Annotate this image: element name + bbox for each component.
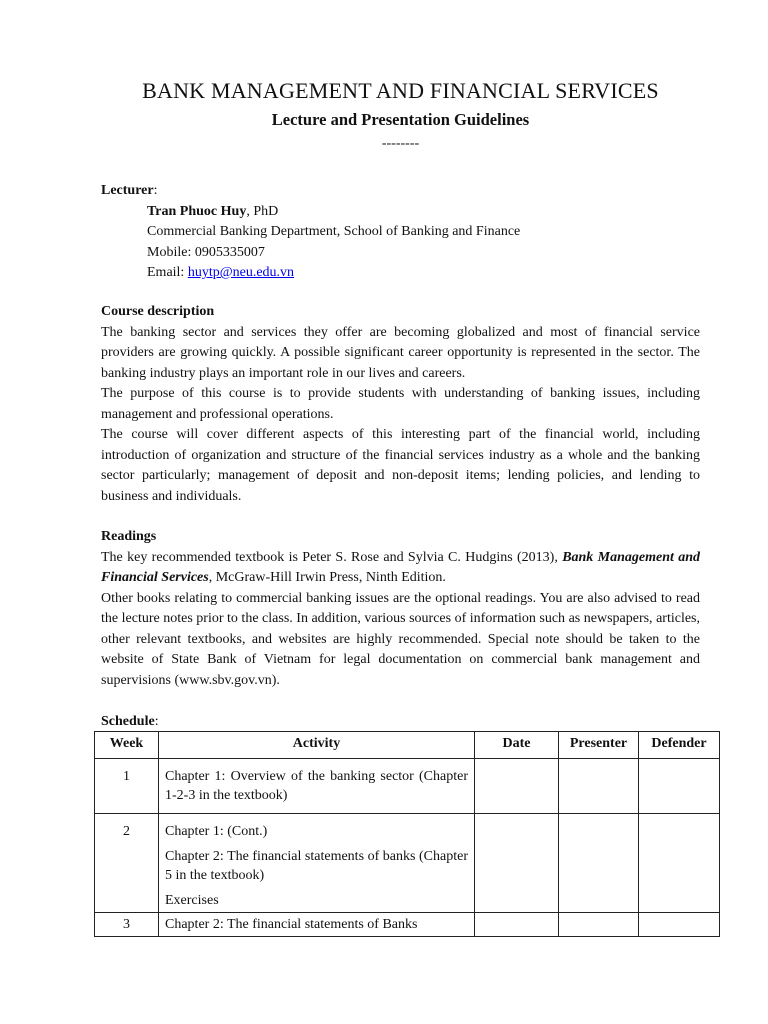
lecturer-heading-text: Lecturer: [101, 183, 154, 198]
activity-cell: [159, 759, 475, 814]
column-header-presenter: Presenter: [559, 732, 639, 759]
schedule-heading-colon: :: [154, 714, 159, 729]
readings-section: [101, 527, 700, 691]
readings-textbook-intro: The key recommended textbook is Peter S. Rose and Sylvia C. Hudgins (2013),: [101, 549, 563, 565]
readings-paragraph-1: [101, 548, 700, 589]
readings-textbook-title: Bank Management and Financial Services: [101, 549, 701, 585]
week-cell: 3: [95, 913, 159, 937]
title-separator: --------: [381, 136, 420, 151]
lecturer-degree: , PhD: [246, 203, 279, 219]
week-cell: 1: [95, 759, 159, 814]
defender-cell: [639, 814, 720, 913]
date-cell: [475, 814, 559, 913]
course-description-paragraph-2: The purpose of this course is to provide students with understanding of banking issues, including management and professional operations.: [101, 386, 700, 422]
document-subtitle: Lecture and Presentation Guidelines: [271, 110, 530, 129]
course-description-paragraph-1: The banking sector and services they offer are becoming globalized and most of financial service providers are growing quickly. A possible significant career opportunity is represented in the sector. The banking industry plays an important role in our lives and careers.: [101, 324, 700, 381]
activity-line: Chapter 1: (Cont.): [165, 824, 268, 839]
readings-paragraph-2: Other books relating to commercial banking issues are the optional readings. You are also advised to read the lecture notes prior to the class. In addition, various sources of information such as newspapers, articles, other relevant textbooks, and websites are highly recommended. Special note should be taken to the website of State Bank of Vietnam for legal documentation on commercial bank management and supervisions (www.sbv.gov.vn).: [101, 590, 700, 688]
readings-heading: Readings: [101, 529, 157, 544]
lecturer-section: [101, 181, 700, 284]
lecturer-name: Tran Phuoc Huy: [147, 203, 247, 219]
activity-line: Chapter 2: The financial statements of banks (Chapter 5 in the textbook): [165, 849, 468, 883]
lecturer-department: Commercial Banking Department, School of Banking and Finance: [147, 224, 521, 239]
lecturer-heading-colon: :: [153, 183, 158, 198]
table-row: [95, 814, 720, 913]
lecturer-name-line: [101, 202, 700, 223]
date-cell: [475, 913, 559, 937]
activity-line: Exercises: [165, 893, 219, 908]
week-cell: 2: [95, 814, 159, 913]
presenter-cell: [559, 913, 639, 937]
table-row: [95, 913, 720, 937]
activity-line: Chapter 2: The financial statements of Banks: [165, 917, 418, 932]
presenter-cell: [559, 814, 639, 913]
activity-line: Chapter 1: Overview of the banking sector (Chapter 1-2-3 in the textbook): [165, 769, 468, 803]
date-cell: [475, 759, 559, 814]
schedule-table: [94, 731, 720, 937]
activity-cell: [159, 913, 475, 937]
column-header-activity: Activity: [159, 732, 475, 759]
defender-cell: [639, 913, 720, 937]
presenter-cell: [559, 759, 639, 814]
course-description-section: [101, 302, 700, 507]
activity-cell: [159, 814, 475, 913]
readings-textbook-publisher: , McGraw-Hill Irwin Press, Ninth Edition.: [208, 570, 446, 585]
schedule-heading-text: Schedule: [101, 714, 155, 729]
lecturer-email-link[interactable]: huytp@neu.edu.vn: [187, 265, 295, 280]
lecturer-mobile: Mobile: 0905335007: [147, 244, 265, 260]
course-description-paragraph-3: The course will cover different aspects of this interesting part of the financial world, including introduction of organization and structure of the financial services industry as a whole and the banking sector particularly; management of deposit and non-deposit items; lending policies, and lending to business and individuals.: [101, 427, 700, 504]
defender-cell: [639, 759, 720, 814]
column-header-defender: Defender: [639, 732, 720, 759]
column-header-week: Week: [95, 732, 159, 759]
schedule-header-row: [95, 732, 720, 759]
table-row: [95, 759, 720, 814]
lecturer-email-label: Email:: [147, 265, 188, 280]
schedule-heading: [101, 712, 700, 733]
lecturer-email-line: [101, 263, 700, 284]
document-title: BANK MANAGEMENT AND FINANCIAL SERVICES: [142, 78, 659, 103]
column-header-date: Date: [475, 732, 559, 759]
lecturer-heading: [101, 181, 700, 202]
course-description-heading: Course description: [101, 304, 215, 319]
